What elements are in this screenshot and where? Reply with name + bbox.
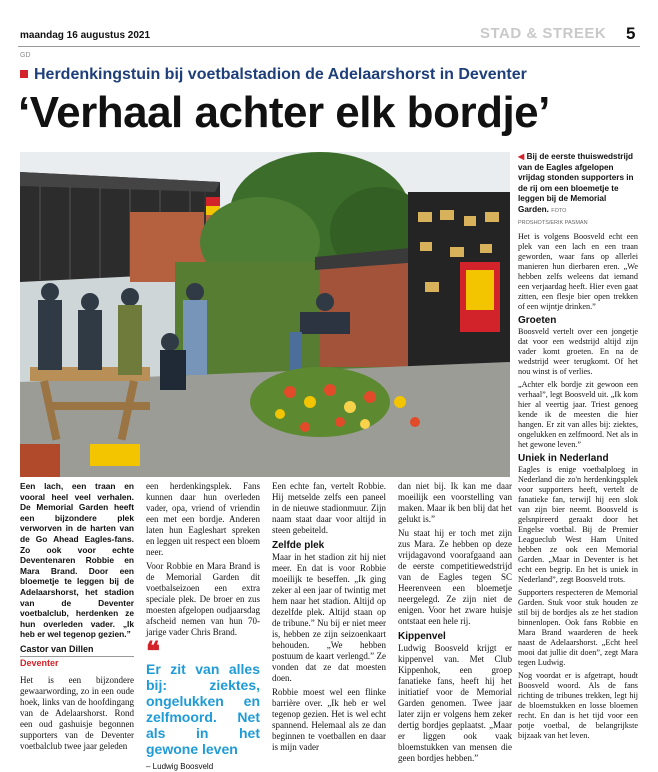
header-divider	[18, 46, 640, 47]
caption-marker-icon: ◀	[518, 152, 525, 161]
pull-quote-author: – Ludwig Boosveld	[146, 762, 214, 771]
body-paragraph: Nog voordat er is afgetrapt, houdt Boosveld woord. Als de fans richting de tribunes trekken, legt hij de bloemstukken en losse bloemen recht. En dan is het tijd voor een potje voetbal, de belangrijkste bijzaak van het leven.	[518, 671, 638, 740]
body-paragraph: Robbie moest wel een flinke barrière over. „Ik heb er wel tegenop gezien. Het is wel echt spannend. Helemaal als ze dan beginnen te voetballen en daar is mijn vader	[272, 687, 386, 752]
body-paragraph: Ludwig Boosveld krijgt er kippenvel van. Met Club Kippenhok, een groep fanatieke fans, heeft hij het initiatief voor de Memorial Garden genomen. Twee jaar later zijn er volgens hem zeker dertig bordjes geplaatst. „Maar er liggen ook vaak bloemstukken van mensen die geen bordjes hebben.”	[398, 643, 512, 763]
body-paragraph: Het is volgens Boosveld echt een plek van een lach en een traan geworden, waar fans op allerlei manieren hun dierbaren eren. „We hebben zelfs weleens dat iemand een verjaardag heeft. Hier even gaat zitten, een flesje bier open trekken of een wijntje drinken.”	[518, 232, 638, 311]
headline: ‘Verhaal achter elk bordje’	[18, 88, 550, 137]
caption-text: Bij de eerste thuiswedstrijd van de Eagles afgelopen vrijdag stonden supporters in de rij om een bloemetje te leggen bij de Memorial Garden.	[518, 152, 634, 214]
article-column-5	[518, 232, 638, 744]
body-paragraph: Supporters respecteren de Memorial Garden. Stuk voor stuk houden ze stil bij de bordjes als ze het stadion binnenlopen. Ook fans Robbie en Mara Brand waarderen de heek naast de Adelaarshorst. „Echt heel mooi dat jullie dit doen”, zegt Mara tegen Ludwig.	[518, 588, 638, 667]
article-column-3	[272, 481, 386, 756]
body-paragraph: Een echte fan, vertelt Robbie. Hij metselde zelfs een paneel in de nieuwe stadionmuur. Zijn naam staat daar voor altijd in steen gebeiteld.	[272, 481, 386, 535]
gd-logo-icon: GD	[20, 52, 31, 59]
subheading: Zelfde plek	[272, 540, 325, 551]
photo-caption	[518, 152, 636, 229]
subheading: Kippenvel	[398, 631, 446, 642]
dateline-location: Deventer	[20, 657, 59, 668]
subheading: Uniek in Nederland	[518, 453, 609, 464]
body-paragraph: Het is een bijzondere gewaarwording, zo in een oude hoek, links van de hoofdingang van de Adelaarshorst. Rond een oud gashuisje begonnen supporters van de Deventer voetbalclub twee jaar geleden	[20, 674, 134, 751]
photo-credit: PROSHOTS/ERIK PASMAN	[518, 220, 588, 226]
body-paragraph: Eagles is enige voetbalploeg in Nederland die zo'n herdenkingsplek voor supporters heeft, vertelt de fanatieke fan, terwijl hij een slok van zijn bier neemt. Boosveld is gelsnpireerd geraakt door het Engelse voetbal. Bij de Premier Leagueclub West Ham United hebben ze ook een Memorial Garden. „Maar in Deventer is het echt een begrip. En het is uniek in Nederland”, zegt Boosveld trots.	[518, 465, 638, 584]
body-paragraph: dan niet bij. Ik kan me daar moeilijk een voorstelling van maken. Maar ik ben blij dat het gelukt is.”	[398, 481, 512, 524]
page-number: 5	[626, 24, 636, 43]
body-paragraph: Nu staat hij er toch met zijn zus Mara. Ze hebben op deze vrijdagavond voorafgaand aan de eerste competitiewedstrijd van de Eagles tegen SC Heerenveen een bloemetje neergelegd. Ze zijn niet de enigen. Voor het zware huisje ontstaat een hele rij.	[398, 528, 512, 626]
kicker	[20, 66, 527, 84]
article-column-1	[20, 481, 134, 755]
caption-credit-suffix: FOTO	[551, 207, 567, 214]
body-paragraph: Boosveld vertelt over een jongetje dat voor een wedstrijd altijd zijn vader komt groeten. En na de wedstrijd weer terugkomt. Of het nou winst is of verlies.	[518, 327, 638, 376]
intro-lead: Een lach, een traan en vooral heel veel verhalen. De Memorial Garden heeft een bijzondere plek verworven in de harten van de Go Ahead Eagles-fans. Zo ook voor echte Deventenaren Robbie en Mara Brand. Door een bloemetje te leggen bij de Adelaarshorst, het stadion van de Deventer voetbalclub, herdenken ze hun overleden vader. „Ik heb er wel tegenop gezien.”	[20, 481, 134, 640]
quote-mark-icon: ❝	[146, 636, 160, 666]
author-byline: Castor van Dillen	[20, 643, 94, 654]
section-title: STAD & STREEK	[480, 25, 607, 42]
body-paragraph: Maar in het stadion zit hij niet meer. En dat is voor Robbie moeilijk te beseffen. „Ik ging zeker al een jaar of twintig met hem naar het stadion. Altijd op dezelfde plek. Altijd staan op de tribune.” Nu bij er niet meer is, hebben ze zijn seizoenkaart behouden. „We hebben postuum de kaart verlengd.” Ze vonden dat ze dat moesten doen.	[272, 552, 386, 683]
article-column-2	[146, 481, 260, 772]
body-paragraph: Voor Robbie en Mara Brand is de Memorial Garden dit voetbalseizoen een extra speciale plek. De broer en zus moesten afgelopen oudjaarsdag afscheid nemen van hun 70-jarige vader Chris Brand.	[146, 561, 260, 637]
pull-quote: Er zit van alles bij: ziektes, ongelukken en zelfmoord. Net als in het gewone leven	[146, 661, 260, 757]
red-square-icon	[20, 70, 28, 78]
memorial-garden-photo	[20, 152, 510, 477]
body-paragraph: een herdenkingsplek. Fans kunnen daar hun overleden vader, opa, vriend of vriendin een met een bordje. Anderen laten hun Eagleshart spreken en leggen uit respect een bloem neer.	[146, 481, 260, 557]
byline-divider	[20, 656, 134, 657]
article-column-4	[398, 481, 512, 767]
kicker-text: Herdenkingstuin bij voetbalstadion de Adelaarshorst in Deventer	[34, 66, 527, 83]
body-paragraph: „Achter elk bordje zit gewoon een verhaal”, legt Boosveld uit. „Ik kom hier al veertig jaar. Triest genoeg kende ik de meesten die hier hangen. Er zit van alles bij: ziektes, ongelukken en zelfmoord. Net als in het gewone leven.”	[518, 380, 638, 449]
subheading: Groeten	[518, 315, 557, 326]
issue-date: maandag 16 augustus 2021	[20, 30, 151, 41]
